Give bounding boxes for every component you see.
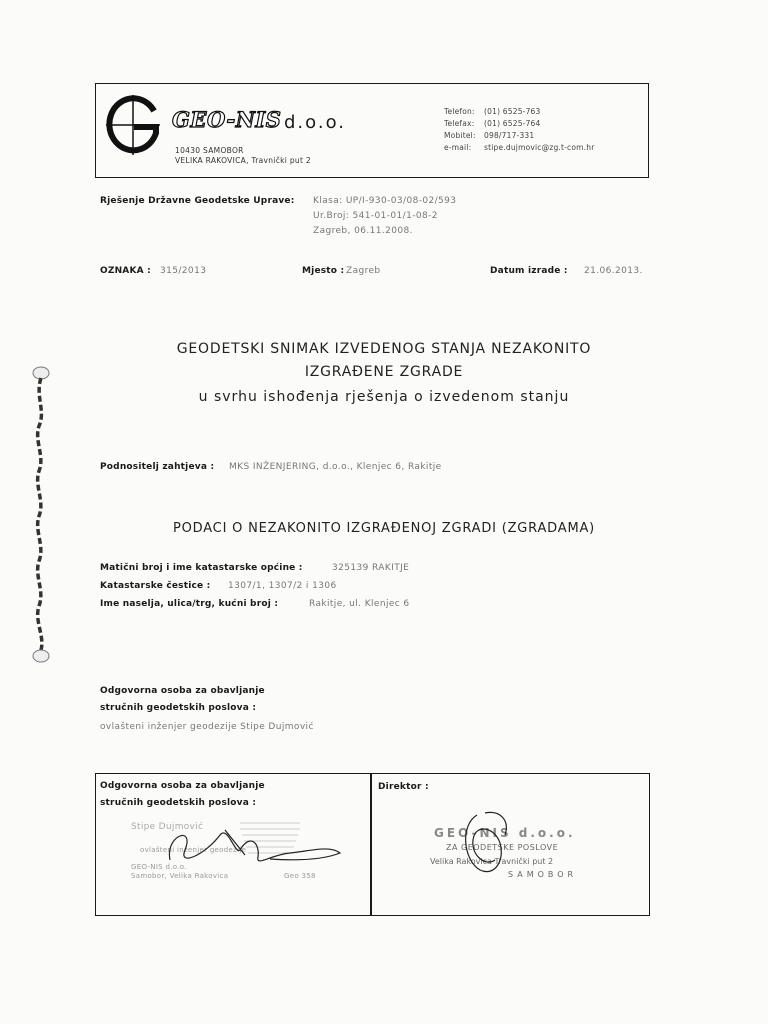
section-title: PODACI O NEZAKONITO IZGRAĐENOJ ZGRADI (ZGRADAMA) (172, 521, 596, 536)
contact-label: e-mail: (444, 143, 472, 152)
contact-label: Telefon: (444, 107, 475, 116)
rjesenje-urbroj: Ur.Broj: 541-01-01/1-08-2 (313, 211, 438, 221)
podaci-label: Matični broj i ime katastarske općine : (100, 563, 303, 573)
company-suffix: d.o.o. (284, 112, 346, 133)
podaci-value: 1307/1, 1307/2 i 1306 (228, 581, 337, 591)
binder-cord (30, 366, 52, 666)
contact-value: (01) 6525-764 (484, 119, 541, 128)
podnositelj-label: Podnositelj zahtjeva : (100, 462, 215, 472)
rjesenje-date: Zagreb, 06.11.2008. (313, 226, 413, 236)
address-line-2: VELIKA RAKOVICA, Travnički put 2 (175, 156, 311, 165)
document-title-line-1: GEODETSKI SNIMAK IZVEDENOG STANJA NEZAKONITO (176, 341, 592, 357)
mjesto-value: Zagreb (346, 266, 381, 276)
signature-left-line-2: stručnih geodetskih poslova : (100, 798, 257, 808)
document-title-line-2: IZGRAĐENE ZGRADE (304, 364, 464, 380)
stamp-place: Samobor, Velika Rakovica (131, 872, 229, 880)
odgovorna-value: ovlašteni inženjer geodezije Stipe Dujmović (100, 722, 314, 732)
signature-scribble-right (455, 805, 535, 880)
contact-value: 098/717-331 (484, 131, 535, 140)
oznaka-label: OZNAKA : (100, 266, 151, 276)
right-stamp-subtitle: ZA GEODETSKE POSLOVE (446, 843, 559, 852)
podnositelj-value: MKS INŽENJERING, d.o.o., Klenjec 6, Rakitje (229, 462, 442, 472)
stamp-company: GEO-NIS d.o.o. (131, 863, 187, 871)
odgovorna-line-1: Odgovorna osoba za obavljanje (100, 686, 265, 696)
document-subtitle: u svrhu ishođenja rješenja o izvedenom stanju (198, 389, 570, 405)
right-stamp-address: Velika Rakovica Travnički put 2 (430, 857, 554, 866)
contact-value: stipe.dujmovic@zg.t-com.hr (484, 143, 595, 152)
podaci-label: Katastarske čestice : (100, 581, 211, 591)
company-brand: GEO-NIS (172, 107, 282, 132)
stamp-geo-number: Geo 358 (284, 872, 316, 880)
rjesenje-label: Rješenje Državne Geodetske Uprave: (100, 196, 295, 206)
stamp-name: Stipe Dujmović (131, 822, 204, 832)
rjesenje-klasa: Klasa: UP/I-930-03/08-02/593 (313, 196, 457, 206)
podaci-value: Rakitje, ul. Klenjec 6 (309, 599, 410, 609)
contact-value: (01) 6525-763 (484, 107, 541, 116)
mjesto-label: Mjesto : (302, 266, 345, 276)
contact-label: Telefax: (444, 119, 475, 128)
signature-scribble-left (150, 815, 345, 875)
datum-value: 21.06.2013. (584, 266, 643, 276)
geonis-logo-icon (104, 93, 162, 157)
odgovorna-line-2: stručnih geodetskih poslova : (100, 703, 257, 713)
address-line-1: 10430 SAMOBOR (175, 146, 244, 155)
podaci-value: 325139 RAKITJE (332, 563, 410, 573)
right-stamp-city: SAMOBOR (508, 870, 578, 879)
podaci-label: Ime naselja, ulica/trg, kućni broj : (100, 599, 279, 609)
oznaka-value: 315/2013 (160, 266, 207, 276)
contact-label: Mobitel: (444, 131, 476, 140)
datum-label: Datum izrade : (490, 266, 568, 276)
stamp-subtitle: ovlašteni inženjer geodezije (140, 846, 247, 854)
direktor-label: Direktor : (378, 782, 429, 792)
signature-left-line-1: Odgovorna osoba za obavljanje (100, 781, 265, 791)
right-stamp-company: GEO-NIS d.o.o. (434, 826, 576, 840)
